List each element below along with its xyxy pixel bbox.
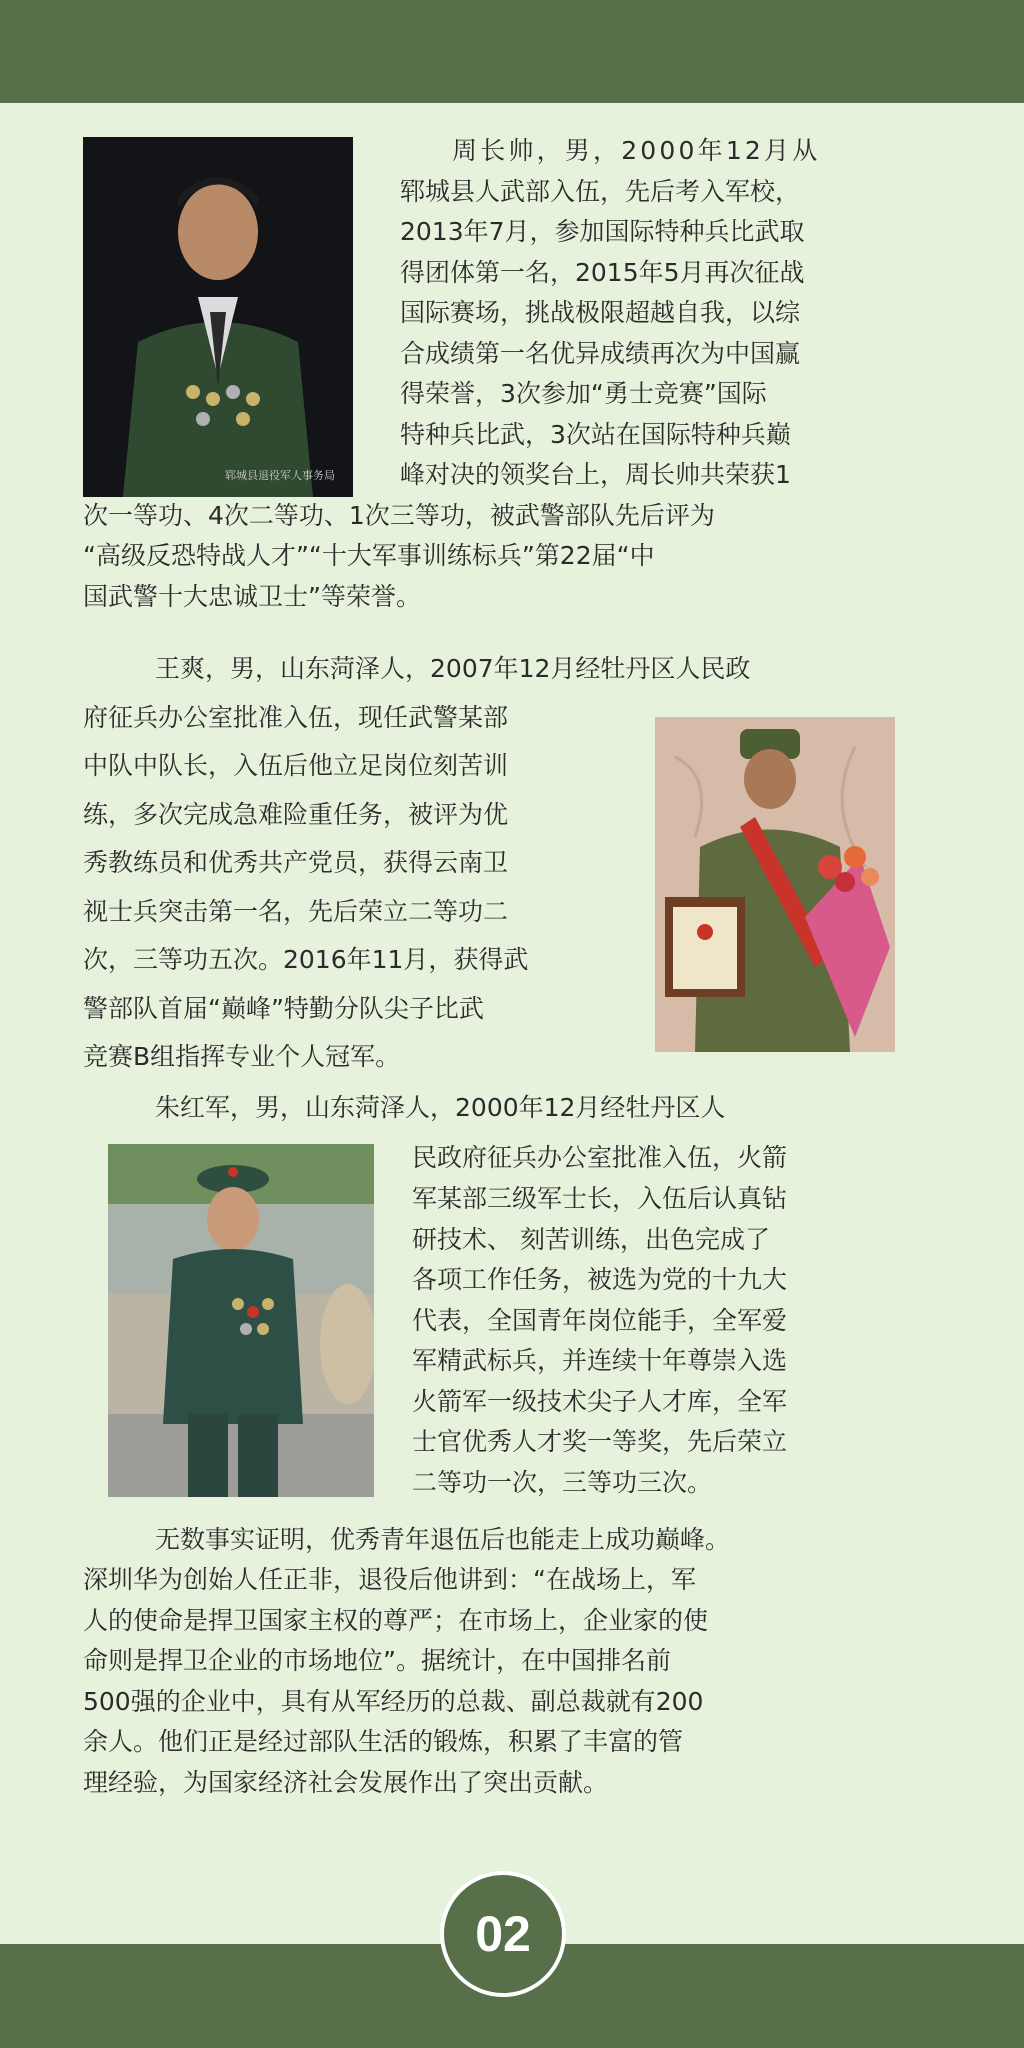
paragraph-wang-line-6: 视士兵突击第一名，先后荣立二等功二	[83, 897, 509, 926]
paragraph-zhu-line-1: 朱红军，男，山东菏泽人，2000年12月经牡丹区人	[155, 1093, 726, 1122]
paragraph-wang-line-2: 府征兵办公室批准入伍，现任武警某部	[83, 703, 509, 732]
top-banner	[0, 0, 1024, 103]
page-number: 02	[440, 1871, 566, 1997]
paragraph-conclusion-line-6: 余人。他们正是经过部队生活的锻炼，积累了丰富的管	[83, 1727, 684, 1756]
paragraph-zhou-line-2: 郓城县人武部入伍，先后考入军校，	[400, 177, 801, 206]
paragraph-zhu-line-4: 研技术、 刻苦训练，出色完成了	[412, 1225, 770, 1254]
paragraph-zhou-line-5: 国际赛场，挑战极限超越自我，以综	[400, 298, 801, 327]
paragraph-zhou-line-3: 2013年7月，参加国际特种兵比武取	[400, 217, 805, 246]
paragraph-zhu-line-10: 二等功一次，三等功三次。	[412, 1468, 713, 1497]
paragraph-wang-line-4: 练，多次完成急难险重任务，被评为优	[83, 800, 509, 829]
paragraph-wang-line-3: 中队中队长，入伍后他立足岗位刻苦训	[83, 751, 509, 780]
paragraph-zhou-line-4: 得团体第一名，2015年5月再次征战	[400, 258, 805, 287]
paragraph-wang-line-7: 次，三等功五次。2016年11月，获得武	[83, 945, 529, 974]
paragraph-wang-line-1: 王爽，男，山东菏泽人，2007年12月经牡丹区人民政	[155, 654, 751, 683]
officer-portrait-illustration	[83, 137, 353, 497]
paragraph-conclusion-line-1: 无数事实证明，优秀青年退伍后也能走上成功巅峰。	[155, 1525, 731, 1554]
paragraph-wang-line-8: 警部队首届“巅峰”特勤分队尖子比武	[83, 994, 484, 1023]
paragraph-zhu-line-7: 军精武标兵，并连续十年尊崇入选	[412, 1346, 788, 1375]
paragraph-zhu-line-2: 民政府征兵办公室批准入伍，火箭	[412, 1143, 788, 1172]
paragraph-conclusion-line-7: 理经验，为国家经济社会发展作出了突出贡献。	[83, 1768, 609, 1797]
paragraph-zhou-line-1: 周长帅，男，2000年12月从	[452, 136, 821, 165]
paragraph-zhou-line-9: 峰对决的领奖台上，周长帅共荣获1	[400, 460, 791, 489]
paragraph-zhou-line-10: 次一等功、4次二等功、1次三等功，被武警部队先后评为	[83, 501, 715, 530]
paragraph-zhu-line-9: 士官优秀人才奖一等奖，先后荣立	[412, 1427, 788, 1456]
paragraph-zhou-line-12: 国武警十大忠诚卫士”等荣誉。	[83, 582, 421, 611]
officer-standing-illustration	[108, 1144, 374, 1497]
paragraph-conclusion-line-2: 深圳华为创始人任正非，退役后他讲到：“在战场上，军	[83, 1565, 696, 1594]
soldier-award-illustration	[655, 717, 895, 1052]
photo-caption: 郓城县退役军人事务局	[225, 469, 335, 482]
paragraph-wang-line-9: 竞赛B组指挥专业个人冠军。	[83, 1042, 401, 1071]
paragraph-zhou-line-6: 合成绩第一名优异成绩再次为中国赢	[400, 339, 801, 368]
paragraph-conclusion-line-4: 命则是捍卫企业的市场地位”。据统计，在中国排名前	[83, 1646, 671, 1675]
paragraph-conclusion-line-5: 500强的企业中，具有从军经历的总裁、副总裁就有200	[83, 1687, 704, 1716]
paragraph-zhou-line-8: 特种兵比武，3次站在国际特种兵巅	[400, 420, 791, 449]
photo-zhu-hongjun	[108, 1144, 374, 1497]
paragraph-conclusion-line-3: 人的使命是捍卫国家主权的尊严；在市场上，企业家的使	[83, 1606, 709, 1635]
photo-wang-shuang	[655, 717, 895, 1052]
photo-zhou-changshuai	[83, 137, 353, 497]
paragraph-zhu-line-8: 火箭军一级技术尖子人才库，全军	[412, 1387, 788, 1416]
paragraph-zhou-line-11: “高级反恐特战人才”“十大军事训练标兵”第22届“中	[83, 541, 655, 570]
paragraph-zhou-line-7: 得荣誉，3次参加“勇士竞赛”国际	[400, 379, 767, 408]
paragraph-zhu-line-3: 军某部三级军士长，入伍后认真钻	[412, 1184, 788, 1213]
paragraph-zhu-line-6: 代表，全国青年岗位能手，全军爱	[412, 1306, 788, 1335]
paragraph-wang-line-5: 秀教练员和优秀共产党员，获得云南卫	[83, 848, 509, 877]
paragraph-zhu-line-5: 各项工作任务，被选为党的十九大	[412, 1265, 788, 1294]
